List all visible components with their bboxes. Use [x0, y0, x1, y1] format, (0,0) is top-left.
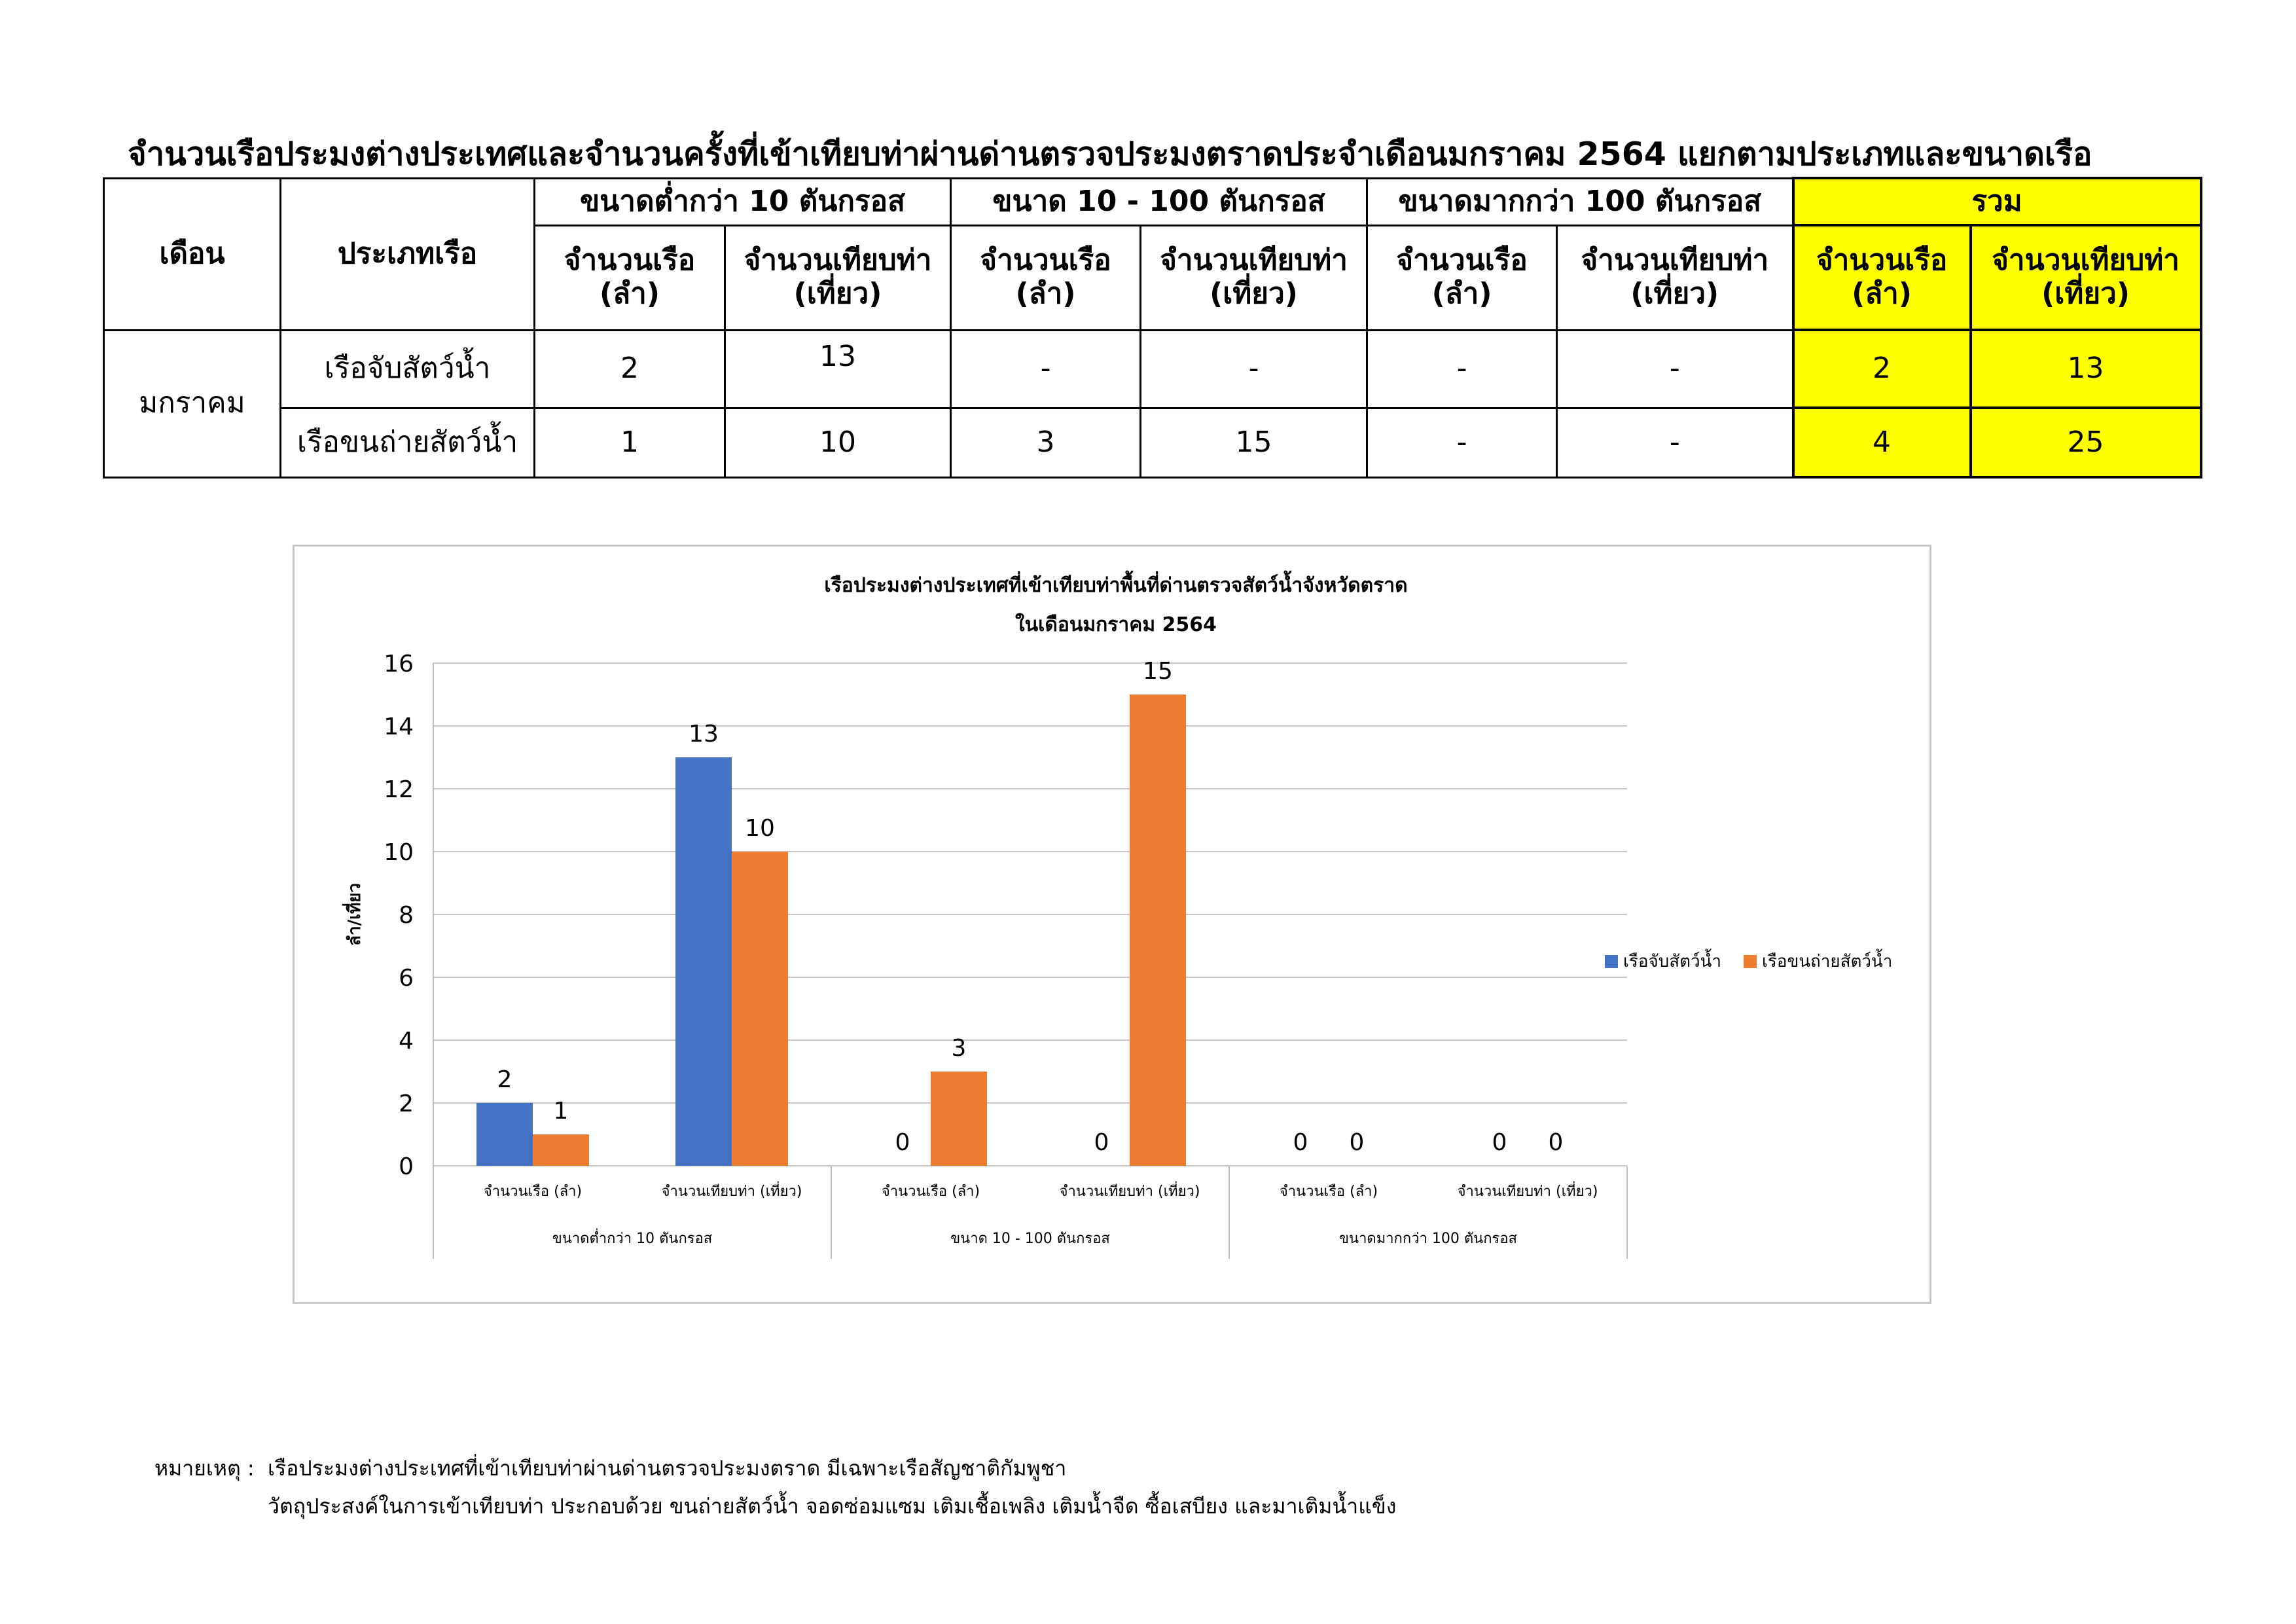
subheader-trips: จำนวนเทียบท่า (เที่ยว): [725, 225, 951, 330]
legend-swatch: [1605, 955, 1618, 968]
x-group-label: ขนาดต่ำกว่า 10 ตันกรอส: [552, 1231, 713, 1247]
legend-swatch: [1744, 955, 1757, 968]
cell-value: -: [1367, 330, 1557, 408]
data-label: 0: [1293, 1129, 1308, 1156]
bar: [732, 852, 788, 1166]
x-category-label: จำนวนเรือ (ลำ): [1279, 1183, 1378, 1200]
y-tick-label: 16: [384, 651, 414, 677]
bar: [675, 757, 732, 1166]
bar: [931, 1072, 987, 1166]
x-category-label: จำนวนเทียบท่า (เที่ยว): [1059, 1183, 1200, 1200]
data-label: 2: [497, 1066, 512, 1093]
x-group-label: ขนาด 10 - 100 ตันกรอส: [950, 1231, 1110, 1247]
chart-subtitle: ในเดือนมกราคม 2564: [1014, 613, 1217, 636]
data-label: 0: [1094, 1129, 1109, 1156]
subheader-trips: จำนวนเทียบท่า (เที่ยว): [1557, 225, 1793, 330]
data-label: 13: [689, 721, 719, 748]
note-line-2: วัตถุประสงค์ในการเข้าเทียบท่า ประกอบด้วย ขนถ่ายสัตว์น้ำ จอดซ่อมแซม เติมเชื้อเพลิง เติมน้ำจืด ซื้อเสบียง และมาเติมน้ำแข็ง: [268, 1494, 1397, 1519]
cell-total-trips: 25: [1971, 408, 2201, 477]
x-category-label: จำนวนเทียบท่า (เที่ยว): [1457, 1183, 1598, 1200]
cell-value: 13: [725, 330, 951, 408]
cell-total-boats: 4: [1793, 408, 1971, 477]
subheader-boats: จำนวนเรือ (ลำ): [1367, 225, 1557, 330]
y-tick-label: 6: [399, 965, 414, 992]
data-label: 3: [951, 1035, 967, 1062]
subheader-boats: จำนวนเรือ (ลำ): [535, 225, 725, 330]
data-label: 0: [1492, 1129, 1507, 1156]
legend-label: เรือจับสัตว์น้ำ: [1623, 952, 1721, 971]
data-label: 0: [1349, 1129, 1365, 1156]
legend-label: เรือขนถ่ายสัตว์น้ำ: [1762, 952, 1893, 971]
bar: [476, 1103, 533, 1166]
cell-value: 3: [951, 408, 1141, 477]
subheader-boats: จำนวนเรือ (ลำ): [951, 225, 1141, 330]
summary-table: [103, 177, 2202, 478]
subheader-total-trips: จำนวนเทียบท่า (เที่ยว): [1971, 225, 2201, 330]
note-label: หมายเหตุ :: [154, 1456, 255, 1481]
cell-boat-type: เรือจับสัตว์น้ำ: [281, 330, 535, 408]
y-tick-label: 8: [399, 902, 414, 929]
cell-value: 15: [1141, 408, 1367, 477]
y-tick-label: 4: [399, 1028, 414, 1055]
x-category-label: จำนวนเทียบท่า (เที่ยว): [661, 1183, 802, 1200]
table-row: [104, 408, 2201, 477]
x-category-label: จำนวนเรือ (ลำ): [881, 1183, 980, 1200]
cell-month: มกราคม: [104, 330, 281, 477]
cell-total-boats: 2: [1793, 330, 1971, 408]
y-axis-label: ลำ/เที่ยว: [345, 883, 365, 946]
cell-boat-type: เรือขนถ่ายสัตว์น้ำ: [281, 408, 535, 477]
data-label: 0: [1548, 1129, 1564, 1156]
cell-value: -: [1557, 330, 1793, 408]
subheader-trips: จำนวนเทียบท่า (เที่ยว): [1141, 225, 1367, 330]
y-tick-label: 2: [399, 1091, 414, 1117]
cell-value: -: [951, 330, 1141, 408]
data-label: 0: [895, 1129, 910, 1156]
cell-value: 1: [535, 408, 725, 477]
bar-chart: [295, 547, 1929, 1302]
header-group-total: รวม: [1793, 178, 2201, 225]
cell-value: 10: [725, 408, 951, 477]
cell-value: -: [1141, 330, 1367, 408]
x-group-label: ขนาดมากกว่า 100 ตันกรอส: [1338, 1231, 1518, 1247]
note-line-1: เรือประมงต่างประเทศที่เข้าเทียบท่าผ่านด่านตรวจประมงตราด มีเฉพาะเรือสัญชาติกัมพูชา: [268, 1456, 1067, 1481]
header-month: เดือน: [104, 178, 281, 330]
data-label: 1: [553, 1098, 569, 1125]
header-group-over-100: ขนาดมากกว่า 100 ตันกรอส: [1367, 178, 1793, 225]
bar: [1130, 695, 1186, 1166]
cell-value: 2: [535, 330, 725, 408]
bar: [533, 1134, 589, 1166]
header-group-under-10: ขนาดต่ำกว่า 10 ตันกรอส: [535, 178, 951, 225]
chart-title: เรือประมงต่างประเทศที่เข้าเทียบท่าพื้นที่ด่านตรวจสัตว์น้ำจังหวัดตราด: [824, 574, 1408, 597]
y-tick-label: 12: [384, 776, 414, 803]
data-label: 10: [745, 815, 775, 842]
subheader-total-boats: จำนวนเรือ (ลำ): [1793, 225, 1971, 330]
cell-value: -: [1367, 408, 1557, 477]
cell-total-trips: 13: [1971, 330, 2201, 408]
table-row: [104, 330, 2201, 408]
header-group-10-100: ขนาด 10 - 100 ตันกรอส: [951, 178, 1367, 225]
y-tick-label: 10: [384, 839, 414, 866]
data-label: 15: [1143, 658, 1173, 685]
header-boat-type: ประเภทเรือ: [281, 178, 535, 330]
page-title: จำนวนเรือประมงต่างประเทศและจำนวนครั้งที่เข้าเทียบท่าผ่านด่านตรวจประมงตราดประจำเดือนมกราคม 2564 แยกตามประเภทและขนาดเรือ: [128, 135, 2092, 173]
cell-value: -: [1557, 408, 1793, 477]
x-category-label: จำนวนเรือ (ลำ): [483, 1183, 583, 1200]
chart-frame: [293, 545, 1931, 1304]
y-tick-label: 14: [384, 713, 414, 740]
y-tick-label: 0: [399, 1153, 414, 1180]
